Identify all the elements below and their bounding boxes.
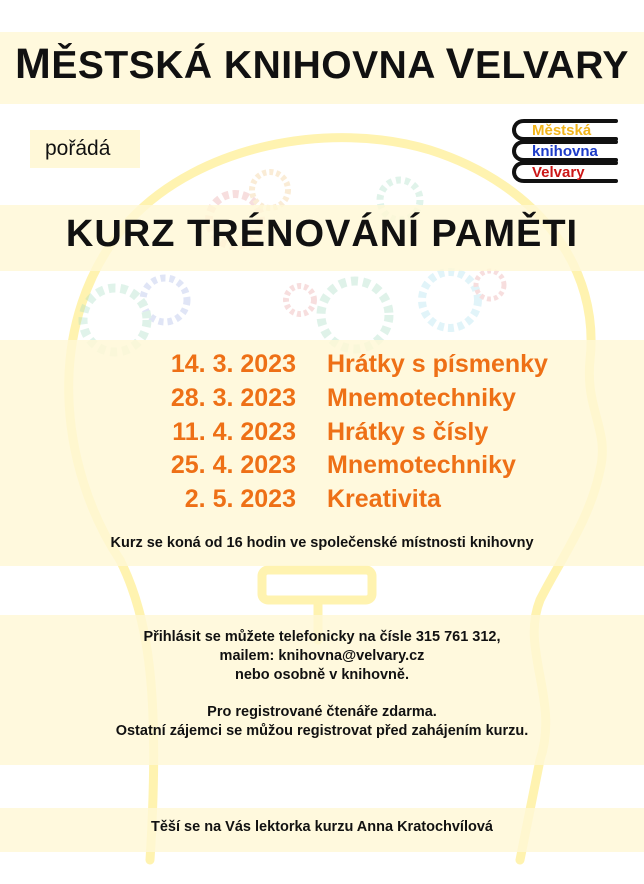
registration-line: nebo osobně v knihovně. (234, 667, 410, 683)
schedule-date: 25. 4. 2023 (170, 451, 296, 479)
course-title: KURZ TRÉNOVÁNÍ PAMĚTI (65, 213, 579, 255)
schedule-topic: Mnemotechniky (327, 384, 516, 412)
schedule-date: 2. 5. 2023 (184, 485, 296, 513)
title-initial-2: V (445, 40, 475, 88)
footer-lecturer: Těší se na Vás lektorka kurzu Anna Kratochvílová (151, 819, 493, 835)
schedule-topic: Hrátky s písmenky (327, 350, 548, 378)
title-initial-1: M (15, 40, 52, 88)
registration-email-line: mailem: knihovna@velvary.cz (219, 648, 425, 664)
title-part-1: ĚSTSKÁ KNIHOVNA (51, 44, 446, 87)
course-time-note: Kurz se koná od 16 hodin ve společenské místnosti knihovny (110, 535, 534, 551)
schedule-date: 11. 4. 2023 (172, 418, 296, 446)
registration-line: Přihlásit se můžete telefonicky na čísle 315 761 312, (143, 629, 501, 645)
logo-line-2: knihovna (532, 143, 598, 160)
schedule-topic: Kreativita (327, 485, 441, 513)
pricing-line: Ostatní zájemci se můžou registrovat před zahájením kurzu. (115, 723, 529, 739)
schedule-topic: Mnemotechniky (327, 451, 516, 479)
logo-line-1: Městská (532, 122, 592, 139)
pricing-line: Pro registrované čtenáře zdarma. (207, 704, 437, 720)
logo-line-3: Velvary (532, 164, 585, 181)
schedule-date: 14. 3. 2023 (170, 350, 296, 378)
schedule-topic: Hrátky s čísly (327, 418, 489, 446)
title-part-2: ELVARY (474, 44, 629, 87)
schedule-date: 28. 3. 2023 (170, 384, 296, 412)
presents-label: pořádá (45, 137, 111, 160)
